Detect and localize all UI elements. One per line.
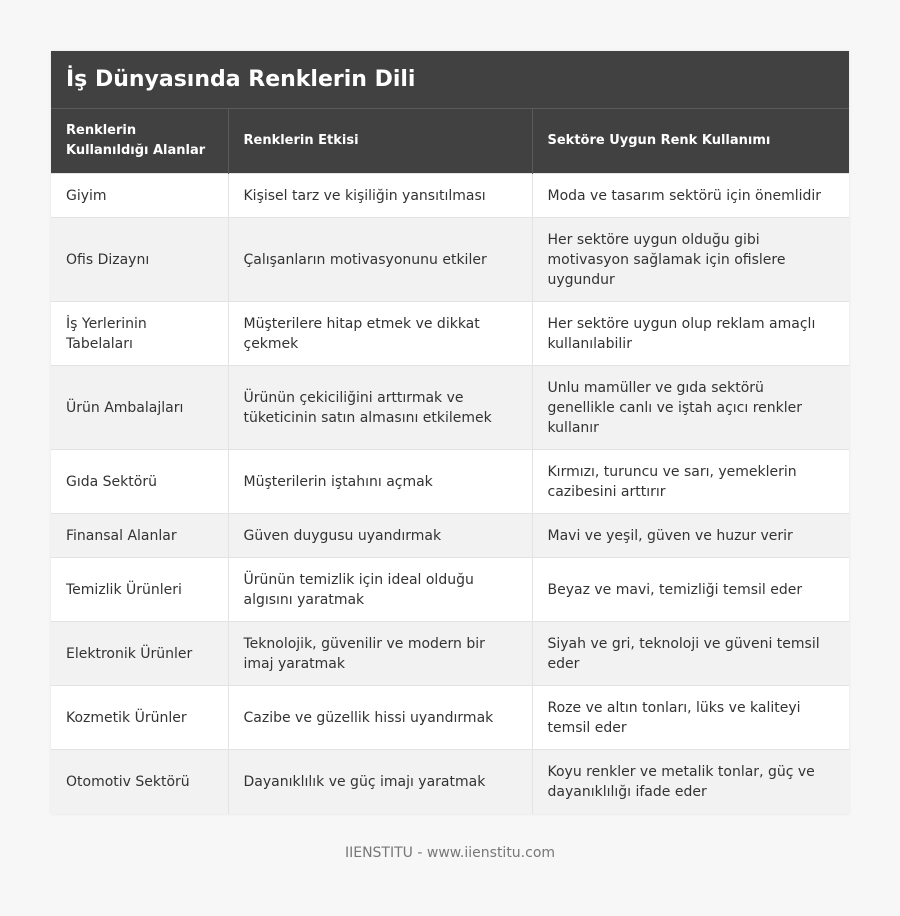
cell-usage: Siyah ve gri, teknoloji ve güveni temsil eder bbox=[532, 622, 849, 686]
table-row bbox=[51, 450, 849, 514]
cell-area: Otomotiv Sektörü bbox=[51, 750, 228, 814]
table-row bbox=[51, 686, 849, 750]
column-header-areas: Renklerin Kullanıldığı Alanlar bbox=[51, 109, 228, 174]
table-header bbox=[51, 109, 849, 174]
cell-area: Temizlik Ürünleri bbox=[51, 558, 228, 622]
cell-usage: Unlu mamüller ve gıda sektörü genellikle canlı ve iştah açıcı renkler kullanır bbox=[532, 366, 849, 450]
cell-effect: Çalışanların motivasyonunu etkiler bbox=[228, 218, 532, 302]
column-header-effect: Renklerin Etkisi bbox=[228, 109, 532, 174]
cell-effect: Teknolojik, güvenilir ve modern bir imaj yaratmak bbox=[228, 622, 532, 686]
table-row bbox=[51, 174, 849, 218]
cell-effect: Dayanıklılık ve güç imajı yaratmak bbox=[228, 750, 532, 814]
table-title: İş Dünyasında Renklerin Dili bbox=[51, 51, 849, 109]
cell-usage: Beyaz ve mavi, temizliği temsil eder bbox=[532, 558, 849, 622]
header-row bbox=[51, 109, 849, 174]
cell-area: Finansal Alanlar bbox=[51, 514, 228, 558]
cell-usage: Her sektöre uygun olduğu gibi motivasyon sağlamak için ofislere uygundur bbox=[532, 218, 849, 302]
cell-area: Gıda Sektörü bbox=[51, 450, 228, 514]
cell-effect: Müşterilerin iştahını açmak bbox=[228, 450, 532, 514]
table-card bbox=[51, 51, 849, 814]
cell-area: Kozmetik Ürünler bbox=[51, 686, 228, 750]
cell-usage: Her sektöre uygun olup reklam amaçlı kullanılabilir bbox=[532, 302, 849, 366]
column-header-usage: Sektöre Uygun Renk Kullanımı bbox=[532, 109, 849, 174]
table-row bbox=[51, 302, 849, 366]
cell-effect: Müşterilere hitap etmek ve dikkat çekmek bbox=[228, 302, 532, 366]
table-row bbox=[51, 218, 849, 302]
table-row bbox=[51, 366, 849, 450]
table-row bbox=[51, 558, 849, 622]
cell-area: Ofis Dizaynı bbox=[51, 218, 228, 302]
cell-effect: Güven duygusu uyandırmak bbox=[228, 514, 532, 558]
table-row bbox=[51, 622, 849, 686]
table-body bbox=[51, 174, 849, 814]
cell-area: Elektronik Ürünler bbox=[51, 622, 228, 686]
cell-effect: Kişisel tarz ve kişiliğin yansıtılması bbox=[228, 174, 532, 218]
table-row bbox=[51, 750, 849, 814]
cell-usage: Koyu renkler ve metalik tonlar, güç ve dayanıklılığı ifade eder bbox=[532, 750, 849, 814]
cell-usage: Mavi ve yeşil, güven ve huzur verir bbox=[532, 514, 849, 558]
table-row bbox=[51, 514, 849, 558]
cell-effect: Ürünün temizlik için ideal olduğu algısını yaratmak bbox=[228, 558, 532, 622]
cell-effect: Cazibe ve güzellik hissi uyandırmak bbox=[228, 686, 532, 750]
footer-credit: IIENSTITU - www.iienstitu.com bbox=[344, 845, 556, 861]
cell-effect: Ürünün çekiciliğini arttırmak ve tüketicinin satın almasını etkilemek bbox=[228, 366, 532, 450]
cell-area: Ürün Ambalajları bbox=[51, 366, 228, 450]
cell-usage: Roze ve altın tonları, lüks ve kaliteyi temsil eder bbox=[532, 686, 849, 750]
cell-usage: Kırmızı, turuncu ve sarı, yemeklerin cazibesini arttırır bbox=[532, 450, 849, 514]
cell-area: Giyim bbox=[51, 174, 228, 218]
cell-usage: Moda ve tasarım sektörü için önemlidir bbox=[532, 174, 849, 218]
data-table bbox=[51, 109, 849, 814]
cell-area: İş Yerlerinin Tabelaları bbox=[51, 302, 228, 366]
